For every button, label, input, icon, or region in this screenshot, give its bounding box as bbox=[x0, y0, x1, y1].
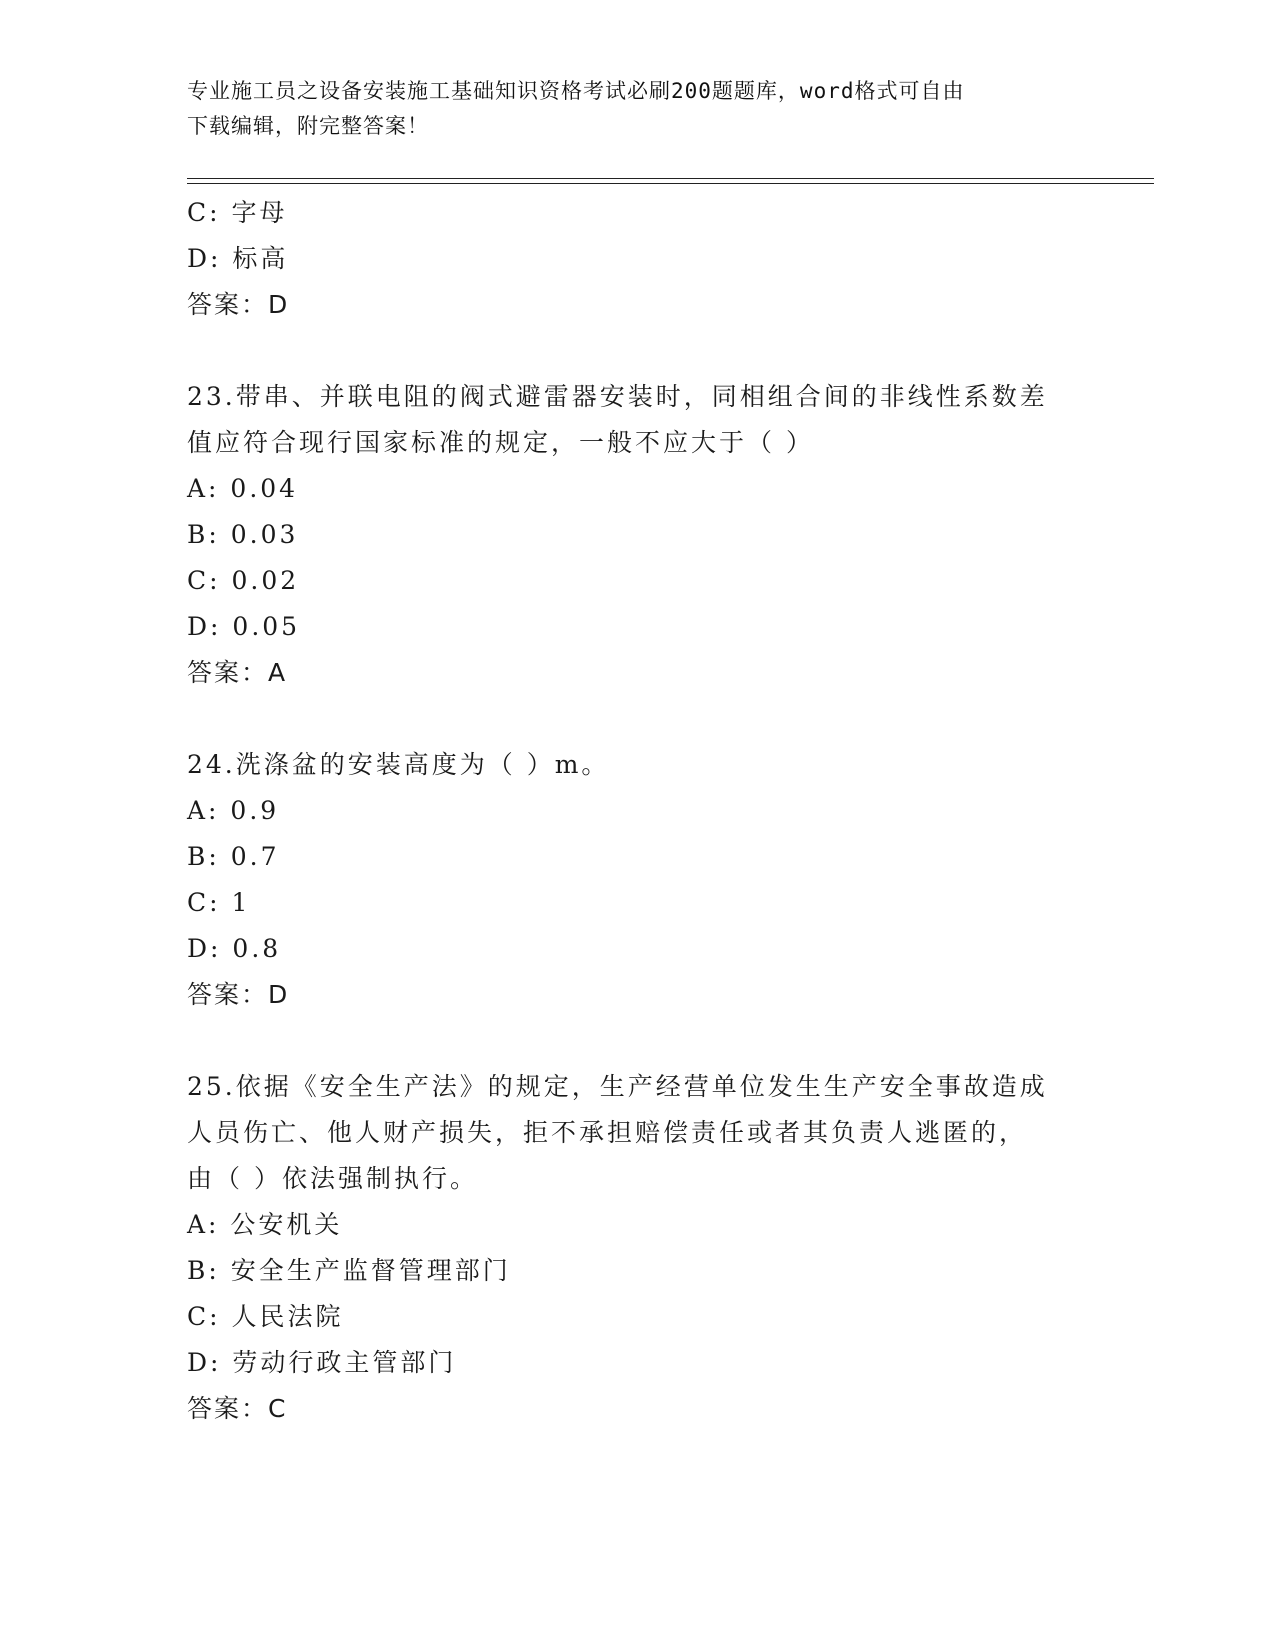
question-23 bbox=[187, 374, 1087, 696]
option-c: C: 人民法院 bbox=[187, 1302, 344, 1331]
option-b: B: 0.7 bbox=[187, 842, 280, 871]
header-title-line-2: 下载编辑，附完整答案！ bbox=[187, 114, 429, 138]
option-a: A: 公安机关 bbox=[187, 1210, 343, 1239]
question-text-line: 24.洗涤盆的安装高度为（ ）m。 bbox=[187, 750, 610, 779]
option-d: D: 劳动行政主管部门 bbox=[187, 1348, 457, 1377]
spacer bbox=[187, 696, 1087, 742]
option-a: A: 0.9 bbox=[187, 796, 280, 825]
option-c: C: 0.02 bbox=[187, 566, 300, 595]
question-25 bbox=[187, 1064, 1087, 1432]
answer-label: 答案：C bbox=[187, 1394, 288, 1423]
document-header bbox=[187, 74, 1087, 144]
spacer bbox=[187, 328, 1087, 374]
question-text-line: 人员伤亡、他人财产损失，拒不承担赔偿责任或者其负责人逃匿的， bbox=[187, 1118, 1028, 1147]
option-c: C: 1 bbox=[187, 888, 251, 917]
option-b: B: 0.03 bbox=[187, 520, 299, 549]
option-d: D: 标高 bbox=[187, 244, 289, 273]
option-c: C: 字母 bbox=[187, 198, 288, 227]
question-text-line: 值应符合现行国家标准的规定，一般不应大于（ ） bbox=[187, 428, 814, 457]
spacer bbox=[187, 1018, 1087, 1064]
question-text-line: 25.依据《安全生产法》的规定，生产经营单位发生生产安全事故造成 bbox=[187, 1072, 1048, 1101]
answer-label: 答案：A bbox=[187, 658, 288, 687]
answer-label: 答案：D bbox=[187, 290, 290, 319]
option-b: B: 安全生产监督管理部门 bbox=[187, 1256, 511, 1285]
option-d: D: 0.05 bbox=[187, 612, 301, 641]
option-a: A: 0.04 bbox=[187, 474, 299, 503]
question-24 bbox=[187, 742, 1087, 1018]
header-divider-top bbox=[187, 178, 1154, 179]
header-title-line-1: 专业施工员之设备安装施工基础知识资格考试必刷200题题库，word格式可自由 bbox=[187, 79, 965, 103]
option-d: D: 0.8 bbox=[187, 934, 282, 963]
answer-label: 答案：D bbox=[187, 980, 290, 1009]
question-list bbox=[187, 190, 1087, 1432]
header-divider-bottom bbox=[187, 183, 1154, 184]
question-text-line: 23.带串、并联电阻的阀式避雷器安装时，同相组合间的非线性系数差 bbox=[187, 382, 1048, 411]
question-text-line: 由（ ）依法强制执行。 bbox=[187, 1164, 478, 1193]
question-22-continued bbox=[187, 190, 1087, 328]
